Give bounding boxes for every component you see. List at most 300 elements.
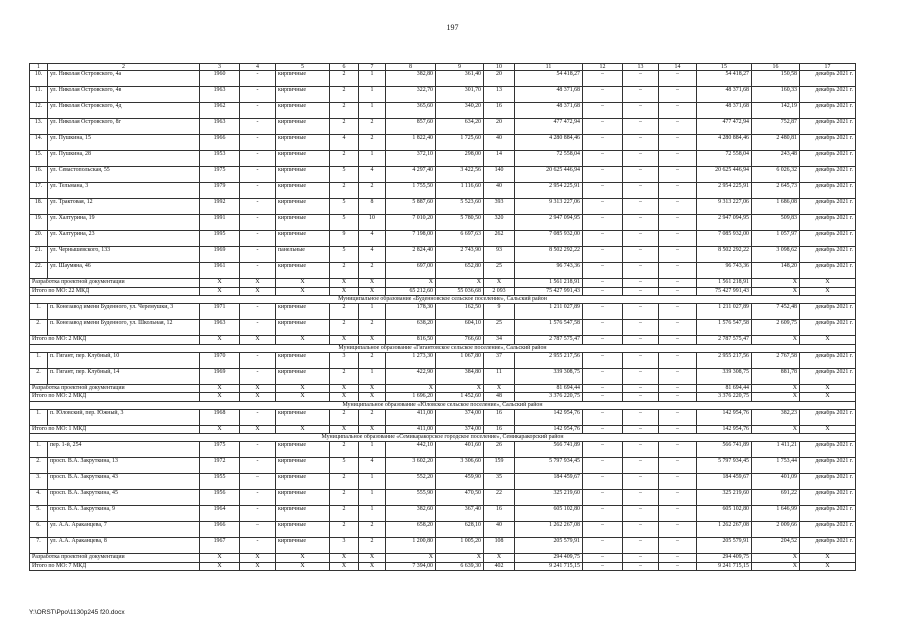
table-cell: 1 — [359, 474, 386, 490]
table-cell: 401,09 — [752, 474, 800, 490]
table-cell: – — [623, 231, 659, 247]
table-cell: – — [583, 247, 623, 263]
table-cell: 1 005,20 — [436, 538, 484, 554]
table-cell: – — [623, 458, 659, 474]
table-cell: Х — [386, 554, 436, 563]
table-cell: 1 116,60 — [436, 183, 484, 199]
table-cell: 1 067,80 — [436, 352, 484, 368]
table-cell: – — [240, 522, 276, 538]
table-cell: 184 459,67 — [697, 474, 752, 490]
table-cell: декабрь 2021 г. — [800, 87, 856, 103]
table-cell: 411,00 — [386, 409, 436, 425]
table-cell: 1 262 267,08 — [697, 522, 752, 538]
table-cell: – — [659, 393, 697, 402]
table-cell: кирпичные — [276, 135, 330, 151]
column-number-header: 1 — [30, 64, 48, 71]
table-cell: 1 — [359, 304, 386, 320]
table-cell: 5 — [330, 167, 359, 183]
address-cell: п. Гигант, пер. Клубный, 10 — [48, 352, 200, 368]
table-cell: 1 057,97 — [752, 231, 800, 247]
table-cell: 3 422,56 — [436, 167, 484, 183]
table-cell: Х — [276, 562, 330, 571]
table-cell: 2 — [330, 522, 359, 538]
address-cell: п. Юловский, пер. Южный, 3 — [48, 409, 200, 425]
table-cell: 96 743,36 — [515, 263, 583, 279]
table-cell: 1956 — [200, 490, 240, 506]
table-cell: – — [623, 151, 659, 167]
table-cell: – — [659, 103, 697, 119]
table-cell: – — [659, 562, 697, 571]
table-cell: 21. — [30, 247, 48, 263]
table-cell: 1975 — [200, 167, 240, 183]
table-cell: - — [240, 215, 276, 231]
table-cell: декабрь 2021 г. — [800, 103, 856, 119]
table-cell: 2 645,73 — [752, 183, 800, 199]
table-cell: 691,22 — [752, 490, 800, 506]
table-cell: – — [583, 384, 623, 393]
table-cell: 8 502 292,22 — [515, 247, 583, 263]
table-cell: 1 753,44 — [752, 458, 800, 474]
table-cell: Х — [484, 384, 515, 393]
table-cell: 18. — [30, 199, 48, 215]
housing-repair-table — [29, 63, 856, 571]
column-number-header: 3 — [200, 64, 240, 71]
table-cell: 1 211 027,89 — [515, 304, 583, 320]
table-cell: 65 212,60 — [386, 287, 436, 296]
table-cell: – — [623, 103, 659, 119]
table-cell: 9 241 715,15 — [697, 562, 752, 571]
table-cell: Х — [330, 336, 359, 345]
table-cell: Х — [359, 562, 386, 571]
table-cell: 1963 — [200, 87, 240, 103]
table-cell: 1968 — [200, 409, 240, 425]
table-cell: 2 767,58 — [752, 352, 800, 368]
table-cell: 2 — [359, 119, 386, 135]
table-cell: Х — [200, 287, 240, 296]
table-cell: 816,50 — [386, 336, 436, 345]
table-cell: 16 — [484, 506, 515, 522]
table-cell: 148,20 — [752, 263, 800, 279]
table-cell: 1 561 218,91 — [697, 279, 752, 288]
table-cell: – — [623, 554, 659, 563]
table-cell: 14 — [484, 151, 515, 167]
table-cell: 2 — [330, 320, 359, 336]
table-cell: 411,00 — [386, 425, 436, 434]
column-number-header: 14 — [659, 64, 697, 71]
table-cell: 3 — [330, 538, 359, 554]
total-row — [30, 384, 856, 393]
table-cell: 72 558,04 — [515, 151, 583, 167]
table-cell: 54 418,27 — [515, 71, 583, 87]
table-cell: 7 010,20 — [386, 215, 436, 231]
table-cell: 7. — [30, 538, 48, 554]
table-row — [30, 167, 856, 183]
table-row — [30, 474, 856, 490]
table-cell: 1 822,40 — [386, 135, 436, 151]
table-cell: кирпичные — [276, 231, 330, 247]
table-cell: Х — [800, 425, 856, 434]
table-cell: 2 — [330, 474, 359, 490]
table-cell: – — [583, 506, 623, 522]
table-cell: – — [623, 135, 659, 151]
table-cell: 3 376 220,75 — [697, 393, 752, 402]
table-cell: 8 — [359, 199, 386, 215]
table-cell: 2 — [330, 119, 359, 135]
table-cell: – — [583, 215, 623, 231]
table-cell: 20 — [484, 71, 515, 87]
table-cell: Х — [800, 336, 856, 345]
table-cell: кирпичные — [276, 87, 330, 103]
table-cell: 2 — [359, 263, 386, 279]
table-cell: Х — [752, 384, 800, 393]
total-label: Разработка проектной документации — [30, 554, 200, 563]
table-cell: – — [659, 522, 697, 538]
table-cell: 11. — [30, 87, 48, 103]
table-cell: 20. — [30, 231, 48, 247]
table-cell: кирпичные — [276, 151, 330, 167]
table-cell: - — [240, 538, 276, 554]
table-cell: - — [240, 442, 276, 458]
table-cell: – — [659, 247, 697, 263]
table-cell: 22 — [484, 490, 515, 506]
table-cell: кирпичные — [276, 506, 330, 522]
table-cell: декабрь 2021 г. — [800, 215, 856, 231]
table-cell: 14. — [30, 135, 48, 151]
table-cell: 4 297,40 — [386, 167, 436, 183]
table-cell: кирпичные — [276, 183, 330, 199]
address-cell: ул. Халтурина, 23 — [48, 231, 200, 247]
table-cell: – — [623, 199, 659, 215]
table-cell: Х — [359, 336, 386, 345]
section-title: Муниципальное образование «Гигантовское сельское поселение», Сальский район — [30, 344, 856, 352]
table-cell: декабрь 2021 г. — [800, 263, 856, 279]
table-cell: декабрь 2021 г. — [800, 458, 856, 474]
table-row — [30, 215, 856, 231]
table-cell: 5 — [330, 458, 359, 474]
table-cell: 13 — [484, 87, 515, 103]
table-cell: – — [623, 425, 659, 434]
table-cell: 11 — [484, 368, 515, 384]
table-cell: 75 427 991,43 — [697, 287, 752, 296]
table-cell: Х — [200, 562, 240, 571]
table-cell: 638,20 — [386, 320, 436, 336]
table-cell: - — [240, 135, 276, 151]
table-cell: Х — [276, 425, 330, 434]
table-cell: 340,20 — [436, 103, 484, 119]
table-cell: Х — [240, 393, 276, 402]
table-cell: 1 — [359, 71, 386, 87]
table-cell: 178,30 — [386, 304, 436, 320]
table-cell: 9 313 227,06 — [515, 199, 583, 215]
table-cell: 17. — [30, 183, 48, 199]
table-cell: Х — [330, 562, 359, 571]
table-cell: – — [659, 304, 697, 320]
table-cell: 142,19 — [752, 103, 800, 119]
section-title: Муниципальное образование «Семикаракорское городское поселение», Семикаракорский район — [30, 434, 856, 442]
total-row — [30, 393, 856, 402]
table-cell: - — [240, 199, 276, 215]
table-cell: - — [240, 263, 276, 279]
table-cell: 1 211 027,89 — [697, 304, 752, 320]
table-cell: – — [583, 393, 623, 402]
table-cell: 1953 — [200, 151, 240, 167]
table-cell: Х — [484, 554, 515, 563]
table-cell: – — [623, 538, 659, 554]
table-cell: 5 887,60 — [386, 199, 436, 215]
table-cell: – — [623, 320, 659, 336]
table-cell: 7 085 932,00 — [515, 231, 583, 247]
table-cell: декабрь 2021 г. — [800, 368, 856, 384]
table-cell: 10 — [359, 215, 386, 231]
address-cell: ул. Николая Островского, 4а — [48, 71, 200, 87]
table-cell: 8 502 292,22 — [697, 247, 752, 263]
table-cell: - — [240, 167, 276, 183]
table-cell: 2 954 225,91 — [697, 183, 752, 199]
column-number-header: 15 — [697, 64, 752, 71]
column-number-header: 17 — [800, 64, 856, 71]
table-cell: 766,60 — [436, 336, 484, 345]
table-cell: декабрь 2021 г. — [800, 352, 856, 368]
table-cell: - — [240, 320, 276, 336]
table-cell: кирпичные — [276, 263, 330, 279]
table-cell: 325 219,60 — [515, 490, 583, 506]
table-cell: Х — [484, 279, 515, 288]
table-cell: 1963 — [200, 119, 240, 135]
table-cell: 1 561 218,91 — [515, 279, 583, 288]
table-cell: Х — [200, 425, 240, 434]
table-row — [30, 320, 856, 336]
table-row — [30, 183, 856, 199]
column-number-header: 6 — [330, 64, 359, 71]
table-cell: 697,00 — [386, 263, 436, 279]
table-cell: 2 — [330, 368, 359, 384]
table-cell: - — [240, 87, 276, 103]
table-cell: 16 — [484, 425, 515, 434]
table-cell: 108 — [484, 538, 515, 554]
table-cell: 2 955 217,56 — [515, 352, 583, 368]
table-cell: Х — [240, 384, 276, 393]
table-header-row — [30, 64, 856, 71]
table-cell: 4 — [330, 135, 359, 151]
table-cell: 1 — [359, 442, 386, 458]
table-cell: 48 371,68 — [697, 103, 752, 119]
table-cell: декабрь 2021 г. — [800, 151, 856, 167]
table-cell: 374,00 — [436, 409, 484, 425]
table-cell: – — [583, 119, 623, 135]
table-cell: – — [623, 167, 659, 183]
total-row — [30, 279, 856, 288]
total-row — [30, 287, 856, 296]
table-cell: 1960 — [200, 71, 240, 87]
table-cell: 142 954,76 — [515, 425, 583, 434]
table-cell: 6 026,32 — [752, 167, 800, 183]
table-row — [30, 135, 856, 151]
table-cell: – — [583, 522, 623, 538]
table-cell: 2 093 — [484, 287, 515, 296]
address-cell: ул. Халтурина, 19 — [48, 215, 200, 231]
table-cell: 7 394,00 — [386, 562, 436, 571]
table-cell: 81 694,44 — [697, 384, 752, 393]
table-cell: – — [623, 71, 659, 87]
table-cell: 2 — [330, 490, 359, 506]
table-cell: 1975 — [200, 442, 240, 458]
table-cell: Х — [200, 554, 240, 563]
table-cell: 142 954,76 — [515, 409, 583, 425]
table-cell: 1963 — [200, 320, 240, 336]
table-cell: 401,60 — [436, 442, 484, 458]
table-cell: 26 — [484, 442, 515, 458]
table-cell: 752,87 — [752, 119, 800, 135]
table-cell: 1969 — [200, 368, 240, 384]
table-cell: – — [659, 384, 697, 393]
address-cell: ул. А.А. Араканцева, 7 — [48, 522, 200, 538]
table-cell: - — [240, 368, 276, 384]
table-cell: - — [240, 352, 276, 368]
table-cell: декабрь 2021 г. — [800, 247, 856, 263]
table-cell: – — [623, 384, 659, 393]
table-cell: 652,80 — [436, 263, 484, 279]
table-cell: 243,48 — [752, 151, 800, 167]
table-cell: - — [240, 119, 276, 135]
table-cell: – — [623, 263, 659, 279]
table-cell: 2 — [359, 320, 386, 336]
table-cell: - — [240, 490, 276, 506]
table-cell: – — [623, 215, 659, 231]
table-cell: декабрь 2021 г. — [800, 167, 856, 183]
column-number-header: 16 — [752, 64, 800, 71]
table-cell: 5 — [330, 215, 359, 231]
table-cell: 1967 — [200, 538, 240, 554]
table-cell: 2. — [30, 458, 48, 474]
table-cell: 2 — [359, 135, 386, 151]
table-cell: Х — [330, 554, 359, 563]
table-cell: 142 954,76 — [697, 425, 752, 434]
column-number-header: 10 — [484, 64, 515, 71]
table-cell: 4 280 884,46 — [515, 135, 583, 151]
section-title: Муниципальное образование «Юловское сельское поселение», Сальский район — [30, 401, 856, 409]
column-number-header: 4 — [240, 64, 276, 71]
table-cell: – — [623, 474, 659, 490]
table-cell: 552,20 — [386, 474, 436, 490]
table-cell: 322,70 — [386, 87, 436, 103]
table-cell: 9 313 227,06 — [697, 199, 752, 215]
table-cell: 20 625 446,94 — [697, 167, 752, 183]
table-cell: декабрь 2021 г. — [800, 71, 856, 87]
table-cell: – — [623, 409, 659, 425]
total-row — [30, 554, 856, 563]
table-cell: 422,90 — [386, 368, 436, 384]
table-row — [30, 368, 856, 384]
address-cell: ул. А.А. Араканцева, 8 — [48, 538, 200, 554]
table-cell: Х — [752, 336, 800, 345]
table-cell: 367,40 — [436, 506, 484, 522]
table-cell: 2 — [359, 522, 386, 538]
table-cell: Х — [276, 336, 330, 345]
table-cell: декабрь 2021 г. — [800, 320, 856, 336]
table-cell: Х — [240, 279, 276, 288]
table-cell: 1 200,80 — [386, 538, 436, 554]
total-row — [30, 562, 856, 571]
table-cell: 2 609,75 — [752, 320, 800, 336]
table-cell: 162,50 — [436, 304, 484, 320]
table-cell: – — [659, 474, 697, 490]
table-cell: – — [583, 135, 623, 151]
table-cell: Х — [200, 384, 240, 393]
table-cell: панельные — [276, 247, 330, 263]
table-cell: 566 741,89 — [697, 442, 752, 458]
table-cell: 5 797 934,45 — [697, 458, 752, 474]
table-cell: Х — [386, 279, 436, 288]
table-row — [30, 506, 856, 522]
table-row — [30, 538, 856, 554]
table-cell: 1 — [359, 506, 386, 522]
table-cell: – — [583, 554, 623, 563]
table-cell: 48 371,68 — [697, 87, 752, 103]
table-cell: 393 — [484, 199, 515, 215]
table-cell: 566 741,89 — [515, 442, 583, 458]
table-cell: Х — [436, 554, 484, 563]
table-cell: 6 639,30 — [436, 562, 484, 571]
table-cell: кирпичные — [276, 71, 330, 87]
table-cell: – — [583, 103, 623, 119]
table-cell: Х — [276, 384, 330, 393]
table-cell: 22. — [30, 263, 48, 279]
address-cell: просп. В.А. Закруткина, 9 — [48, 506, 200, 522]
table-cell: 3 376 220,75 — [515, 393, 583, 402]
table-cell: 1 576 547,58 — [697, 320, 752, 336]
table-cell: 1 273,30 — [386, 352, 436, 368]
table-cell: 325 219,60 — [697, 490, 752, 506]
table-cell: – — [583, 151, 623, 167]
table-cell: 634,20 — [436, 119, 484, 135]
table-row — [30, 103, 856, 119]
table-cell: 12. — [30, 103, 48, 119]
table-cell: 1992 — [200, 199, 240, 215]
table-cell: 3 306,60 — [436, 458, 484, 474]
table-cell: 294 409,75 — [697, 554, 752, 563]
table-cell: декабрь 2021 г. — [800, 119, 856, 135]
table-cell: Х — [752, 287, 800, 296]
table-cell: – — [659, 352, 697, 368]
table-cell: – — [623, 393, 659, 402]
table-row — [30, 352, 856, 368]
table-cell: декабрь 2021 г. — [800, 538, 856, 554]
table-cell: – — [659, 167, 697, 183]
table-cell: 857,60 — [386, 119, 436, 135]
table-cell: 75 427 991,43 — [515, 287, 583, 296]
table-cell: – — [583, 352, 623, 368]
table-cell: декабрь 2021 г. — [800, 135, 856, 151]
table-cell: кирпичные — [276, 320, 330, 336]
table-cell: 1 576 547,58 — [515, 320, 583, 336]
table-cell: 298,00 — [436, 151, 484, 167]
table-cell: 6. — [30, 522, 48, 538]
table-cell: 16. — [30, 167, 48, 183]
table-cell: – — [583, 368, 623, 384]
table-cell: – — [623, 490, 659, 506]
table-cell: кирпичные — [276, 409, 330, 425]
table-cell: – — [583, 199, 623, 215]
table-cell: 5 523,60 — [436, 199, 484, 215]
table-cell: 16 — [484, 103, 515, 119]
column-number-header: 9 — [436, 64, 484, 71]
column-number-header: 11 — [515, 64, 583, 71]
table-cell: Х — [800, 279, 856, 288]
address-cell: ул. Николая Островского, 4д — [48, 103, 200, 119]
table-cell: – — [659, 538, 697, 554]
table-cell: 301,70 — [436, 87, 484, 103]
table-cell: – — [583, 336, 623, 345]
